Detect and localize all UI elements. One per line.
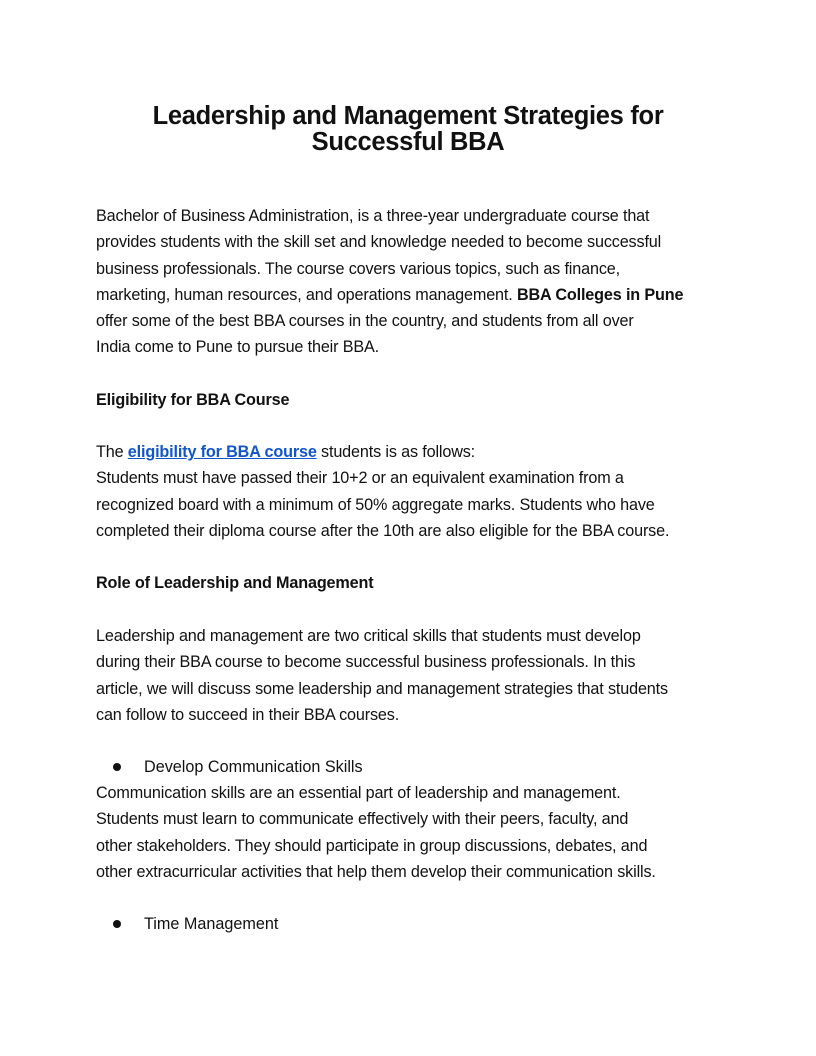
text-line: other extracurricular activities that help them develop their communication skills.: [96, 862, 656, 881]
bullet-icon: [113, 763, 121, 771]
title-line: Leadership and Management Strategies for: [152, 102, 664, 130]
title-line: Successful BBA: [311, 128, 505, 157]
section-heading-role: Role of Leadership and Management: [96, 574, 374, 592]
text-line: business professionals. The course covers various topics, such as finance,: [96, 259, 620, 278]
text-line: [96, 282, 683, 308]
eligibility-link[interactable]: eligibility for BBA course: [127, 443, 317, 461]
text-line: article, we will discuss some leadership and management strategies that students: [96, 679, 668, 698]
document-title: [96, 96, 720, 157]
role-paragraph: [96, 623, 668, 728]
text-line: recognized board with a minimum of 50% aggregate marks. Students who have: [96, 495, 655, 514]
text-line: India come to Pune to pursue their BBA.: [96, 338, 379, 357]
text-line: Communication skills are an essential part of leadership and management.: [96, 784, 621, 802]
intro-paragraph: [96, 203, 683, 361]
text-line: Students must have passed their 10+2 or an equivalent examination from a: [96, 469, 624, 488]
bold-phrase: BBA Colleges in Pune: [516, 285, 684, 304]
text-line: other stakeholders. They should participate in group discussions, debates, and: [96, 836, 648, 855]
bullet-label: Time Management: [144, 915, 279, 933]
text-line: completed their diploma course after the 10th are also eligible for the BBA course.: [96, 521, 670, 540]
section-heading-eligibility: Eligibility for BBA Course: [96, 391, 290, 409]
bullet-label: Develop Communication Skills: [144, 758, 363, 776]
text-segment: marketing, human resources, and operations management.: [96, 285, 517, 304]
text-line: during their BBA course to become successful business professionals. In this: [96, 653, 636, 672]
text-line: can follow to succeed in their BBA courses.: [96, 705, 400, 724]
text-segment: The: [96, 443, 128, 461]
text-segment: students is as follows:: [316, 443, 476, 461]
eligibility-paragraph: [96, 439, 669, 544]
text-line: Bachelor of Business Administration, is a three-year undergraduate course that: [96, 207, 650, 225]
text-line: offer some of the best BBA courses in the country, and students from all over: [96, 312, 634, 331]
text-line: Students must learn to communicate effectively with their peers, faculty, and: [96, 810, 629, 829]
text-line: provides students with the skill set and knowledge needed to become successful: [96, 233, 662, 252]
bullet-icon: [113, 920, 121, 928]
text-line: Leadership and management are two critical skills that students must develop: [96, 627, 641, 645]
text-line: [96, 439, 669, 465]
communication-paragraph: [96, 780, 656, 885]
